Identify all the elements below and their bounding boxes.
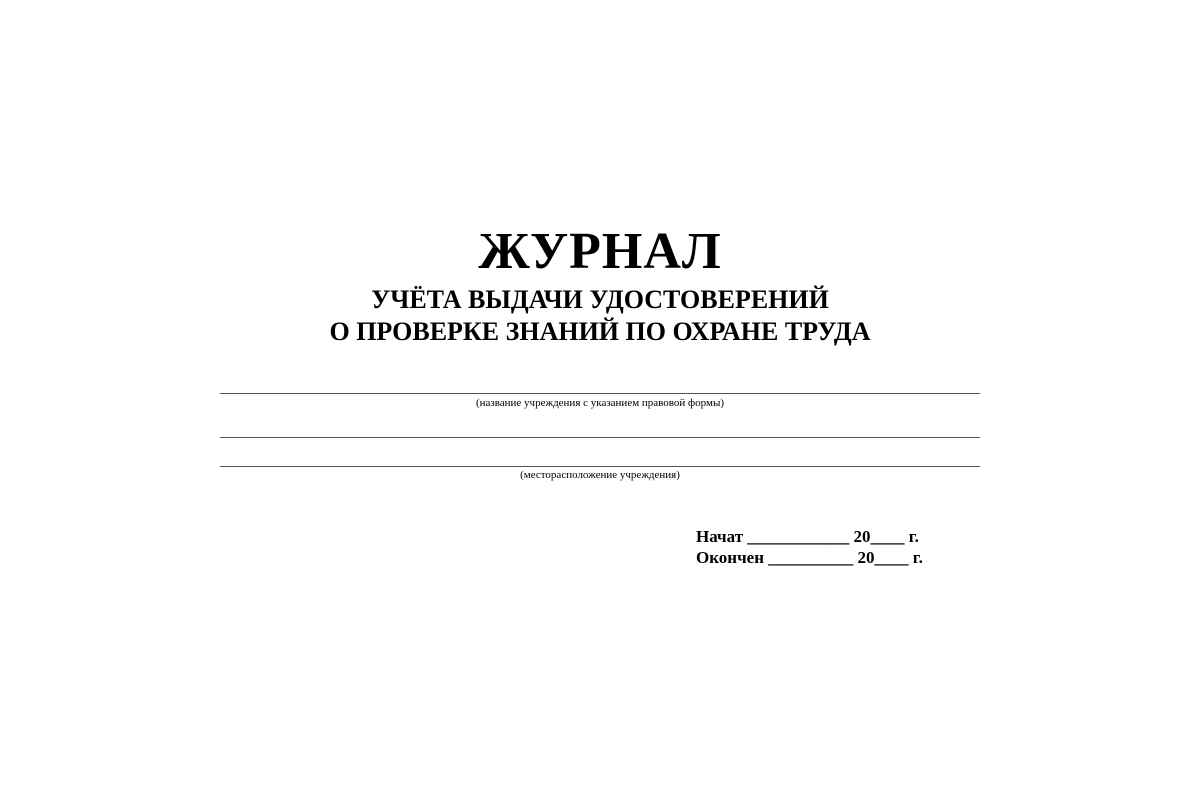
institution-extra-line <box>220 437 980 438</box>
finished-date-line: Окончен __________ 20____ г. <box>696 548 923 567</box>
institution-name-caption: (название учреждения с указанием правовой формы) <box>475 397 725 409</box>
institution-location-line <box>220 466 980 467</box>
started-date-line: Начат ____________ 20____ г. <box>696 527 919 546</box>
journal-title: ЖУРНАЛ <box>478 223 722 280</box>
institution-name-line <box>220 393 980 394</box>
journal-subtitle-line-1: УЧЁТА ВЫДАЧИ УДОСТОВЕРЕНИЙ <box>371 285 829 314</box>
journal-subtitle-line-2: О ПРОВЕРКЕ ЗНАНИЙ ПО ОХРАНЕ ТРУДА <box>329 317 871 346</box>
institution-location-caption: (месторасположение учреждения) <box>520 469 680 481</box>
